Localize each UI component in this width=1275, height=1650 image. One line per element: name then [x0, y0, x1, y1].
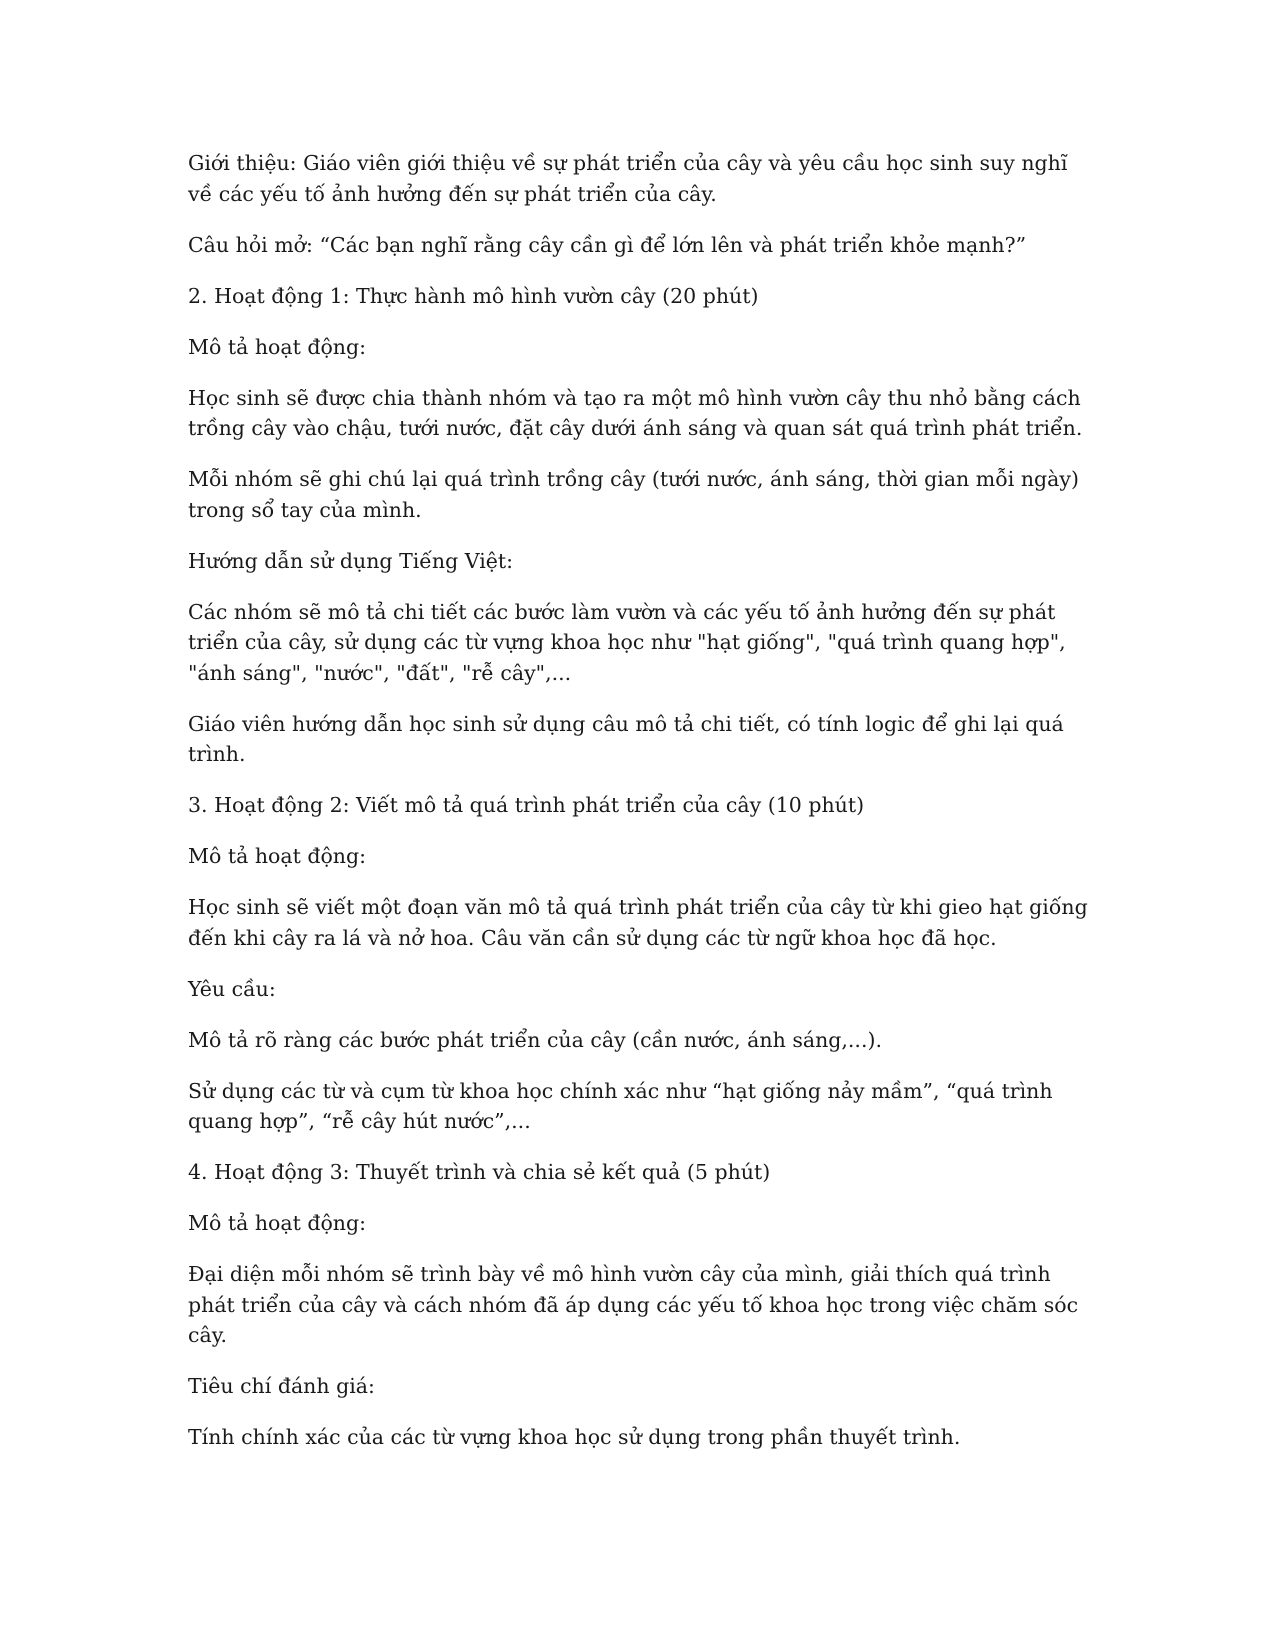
paragraph-activity-1-notes: Mỗi nhóm sẽ ghi chú lại quá trình trồng cây (tưới nước, ánh sáng, thời gian mỗi ngày) trong sổ tay của mình.	[188, 467, 1079, 522]
paragraph-teacher-guidance: Giáo viên hướng dẫn học sinh sử dụng câu mô tả chi tiết, có tính logic để ghi lại quá trình.	[188, 711, 1064, 766]
paragraph-requirement-1: Mô tả rõ ràng các bước phát triển của cây (cần nước, ánh sáng,...).	[188, 1027, 882, 1052]
label-evaluation-criteria: Tiêu chí đánh giá:	[188, 1374, 375, 1398]
label-vietnamese-guidance: Hướng dẫn sử dụng Tiếng Việt:	[188, 548, 514, 573]
paragraph-introduction: Giới thiệu: Giáo viên giới thiệu về sự phát triển của cây và yêu cầu học sinh suy nghĩ về các yếu tố ảnh hưởng đến sự phát triển của cây.	[188, 151, 1068, 206]
label-activity-description: Mô tả hoạt động:	[188, 334, 367, 359]
paragraph-vocabulary-guidance: Các nhóm sẽ mô tả chi tiết các bước làm vườn và các yếu tố ảnh hưởng đến sự phát triển của cây, sử dụng các từ vựng khoa học như "hạt giống", "quá trình quang hợp", "ánh sáng", "nước", "đất", "rễ cây",...	[188, 599, 1066, 685]
paragraph-open-question: Câu hỏi mở: “Các bạn nghĩ rằng cây cần gì để lớn lên và phát triển khỏe mạnh?”	[188, 232, 1027, 257]
label-activity-description: Mô tả hoạt động:	[188, 844, 367, 868]
heading-activity-2: 3. Hoạt động 2: Viết mô tả quá trình phát triển của cây (10 phút)	[188, 793, 865, 817]
paragraph-activity-1-description: Học sinh sẽ được chia thành nhóm và tạo ra một mô hình vườn cây thu nhỏ bằng cách trồng cây vào chậu, tưới nước, đặt cây dưới ánh sáng và quan sát quá trình phát triển.	[188, 385, 1083, 440]
paragraph-activity-2-description: Học sinh sẽ viết một đoạn văn mô tả quá trình phát triển của cây từ khi gieo hạt giống đến khi cây ra lá và nở hoa. Câu văn cần sử dụng các từ ngữ khoa học đã học.	[188, 895, 1088, 950]
heading-activity-1: 2. Hoạt động 1: Thực hành mô hình vườn cây (20 phút)	[188, 283, 759, 308]
label-activity-description: Mô tả hoạt động:	[188, 1211, 367, 1235]
heading-activity-3: 4. Hoạt động 3: Thuyết trình và chia sẻ kết quả (5 phút)	[188, 1160, 771, 1184]
paragraph-requirement-2: Sử dụng các từ và cụm từ khoa học chính xác như “hạt giống nảy mầm”, “quá trình quang hợp”, “rễ cây hút nước”,...	[188, 1078, 1053, 1133]
paragraph-activity-3-description: Đại diện mỗi nhóm sẽ trình bày về mô hình vườn cây của mình, giải thích quá trình phát triển của cây và cách nhóm đã áp dụng các yếu tố khoa học trong việc chăm sóc cây.	[188, 1262, 1079, 1347]
document-body	[188, 148, 1093, 1473]
label-requirements: Yêu cầu:	[188, 976, 276, 1001]
paragraph-evaluation-criterion: Tính chính xác của các từ vựng khoa học sử dụng trong phần thuyết trình.	[188, 1425, 961, 1449]
